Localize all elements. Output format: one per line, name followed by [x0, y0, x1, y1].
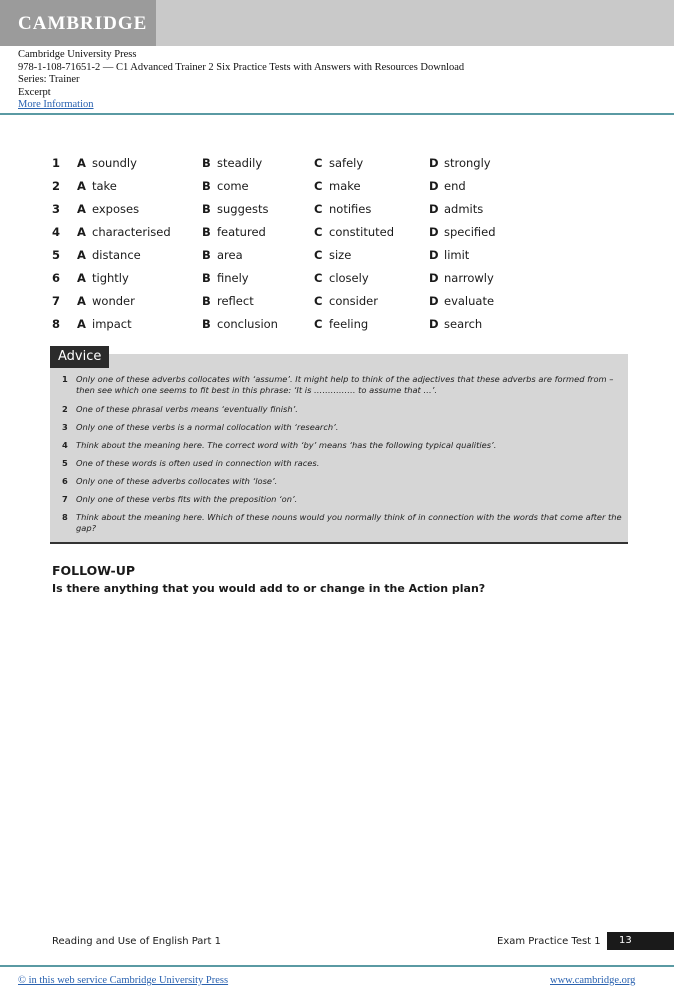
answer-option	[429, 225, 496, 239]
more-information-link[interactable]: More Information	[18, 99, 94, 111]
question-number: 2	[52, 179, 61, 193]
option-word: finely	[217, 271, 249, 285]
answer-option	[429, 179, 466, 193]
option-word: constituted	[329, 225, 395, 239]
option-word: soundly	[92, 156, 137, 170]
option-word: steadily	[217, 156, 263, 170]
option-letter: C	[314, 179, 323, 193]
option-letter: C	[314, 202, 323, 216]
option-word: limit	[444, 248, 470, 262]
option-word: consider	[329, 294, 378, 308]
answer-option	[314, 202, 371, 216]
option-letter: A	[77, 179, 86, 193]
option-letter: B	[202, 294, 211, 308]
advice-box	[50, 354, 628, 544]
option-word: come	[217, 179, 249, 193]
answer-option	[77, 202, 139, 216]
option-letter: C	[314, 225, 323, 239]
option-word: end	[444, 179, 466, 193]
option-letter: D	[429, 294, 439, 308]
advice-item-number: 5	[62, 458, 68, 468]
answer-option	[202, 317, 278, 331]
footer-section-label: Reading and Use of English Part 1	[52, 936, 222, 947]
isbn-title: 978-1-108-71651-2 — C1 Advanced Trainer 2 Six Practice Tests with Answers with Resources Download	[18, 61, 465, 73]
header-divider	[0, 113, 674, 115]
option-word: make	[329, 179, 361, 193]
advice-item-number: 4	[62, 440, 68, 450]
website-link[interactable]: www.cambridge.org	[550, 975, 636, 986]
advice-item	[62, 512, 622, 534]
option-letter: C	[314, 317, 323, 331]
advice-item	[62, 494, 622, 505]
option-letter: A	[77, 317, 86, 331]
answer-option	[429, 202, 483, 216]
answer-option	[77, 317, 132, 331]
option-word: admits	[444, 202, 484, 216]
option-letter: B	[202, 271, 211, 285]
advice-item-text: Only one of these adverbs collocates with ‘assume’. It might help to think of the adjectives that these adverbs are formed from – then see which one seems to fit best in this phrase: ‘It is …………… to assume that …’.	[76, 374, 614, 395]
answer-option	[314, 156, 363, 170]
answer-option	[77, 156, 137, 170]
advice-item	[62, 422, 622, 433]
option-word: tightly	[92, 271, 129, 285]
option-letter: B	[202, 248, 211, 262]
advice-label: Advice	[50, 346, 109, 368]
answer-option	[314, 271, 369, 285]
option-letter: A	[77, 271, 86, 285]
option-letter: C	[314, 156, 323, 170]
copyright-link[interactable]: © in this web service Cambridge University Press	[18, 975, 229, 986]
answer-option	[77, 179, 117, 193]
answer-option	[314, 248, 351, 262]
option-letter: D	[429, 317, 439, 331]
excerpt-label: Excerpt	[18, 86, 51, 98]
option-letter: D	[429, 179, 439, 193]
option-letter: A	[77, 248, 86, 262]
question-number: 6	[52, 271, 61, 285]
answer-option	[202, 179, 249, 193]
option-word: exposes	[92, 202, 140, 216]
advice-item	[62, 374, 622, 396]
answer-option	[202, 225, 266, 239]
question-number: 3	[52, 202, 61, 216]
answer-option	[202, 271, 249, 285]
option-word: area	[217, 248, 243, 262]
option-letter: C	[314, 271, 323, 285]
option-letter: B	[202, 317, 211, 331]
option-letter: D	[429, 271, 439, 285]
answer-option	[77, 248, 141, 262]
option-word: specified	[444, 225, 496, 239]
answer-option	[314, 225, 394, 239]
option-letter: D	[429, 248, 439, 262]
follow-up-title: FOLLOW-UP	[52, 563, 136, 578]
option-word: narrowly	[444, 271, 494, 285]
advice-item-number: 1	[62, 374, 68, 384]
option-word: take	[92, 179, 117, 193]
answer-option	[314, 179, 361, 193]
advice-item-text: One of these words is often used in connection with races.	[76, 458, 320, 468]
option-letter: B	[202, 225, 211, 239]
footer-divider	[0, 965, 674, 967]
option-word: notifies	[329, 202, 372, 216]
option-letter: C	[314, 248, 323, 262]
question-number: 7	[52, 294, 61, 308]
question-number: 4	[52, 225, 61, 239]
answer-option	[314, 294, 378, 308]
answer-option	[429, 271, 494, 285]
option-word: distance	[92, 248, 141, 262]
answer-option	[202, 202, 268, 216]
option-word: safely	[329, 156, 364, 170]
advice-item-number: 2	[62, 404, 68, 414]
publisher: Cambridge University Press	[18, 49, 137, 60]
option-letter: A	[77, 225, 86, 239]
option-word: characterised	[92, 225, 171, 239]
cambridge-logo	[0, 0, 156, 46]
option-word: suggests	[217, 202, 269, 216]
logo-text: CAMBRIDGE	[18, 13, 148, 34]
question-number: 8	[52, 317, 61, 331]
advice-item-text: One of these phrasal verbs means ‘eventually finish’.	[76, 404, 298, 414]
answer-option	[429, 317, 482, 331]
advice-item-number: 6	[62, 476, 68, 486]
option-word: feeling	[329, 317, 369, 331]
series: Series: Trainer	[18, 74, 80, 86]
advice-item	[62, 476, 622, 487]
option-word: reflect	[217, 294, 254, 308]
advice-item-number: 7	[62, 494, 68, 504]
option-word: wonder	[92, 294, 135, 308]
advice-item-text: Think about the meaning here. Which of these nouns would you normally think of in connection with the words that come after the gap?	[76, 512, 622, 533]
option-letter: A	[77, 156, 86, 170]
answer-option	[77, 294, 135, 308]
option-letter: A	[77, 202, 86, 216]
page-number: 13	[607, 932, 674, 950]
advice-item	[62, 404, 622, 415]
advice-item-text: Only one of these verbs fits with the preposition ‘on’.	[76, 494, 298, 504]
follow-up-question: Is there anything that you would add to or change in the Action plan?	[52, 582, 486, 595]
option-word: closely	[329, 271, 369, 285]
option-letter: B	[202, 202, 211, 216]
answer-option	[429, 156, 491, 170]
answer-option	[202, 248, 243, 262]
option-letter: B	[202, 179, 211, 193]
answer-option	[429, 294, 494, 308]
answer-option	[202, 156, 262, 170]
advice-item	[62, 458, 622, 469]
advice-item-number: 3	[62, 422, 68, 432]
advice-item	[62, 440, 622, 451]
question-number: 1	[52, 156, 61, 170]
option-word: impact	[92, 317, 132, 331]
book-metadata	[18, 49, 464, 112]
answer-option	[314, 317, 368, 331]
option-word: strongly	[444, 156, 491, 170]
option-letter: C	[314, 294, 323, 308]
question-number: 5	[52, 248, 61, 262]
option-letter: D	[429, 225, 439, 239]
footer-test-label: Exam Practice Test 1	[497, 936, 601, 947]
advice-item-number: 8	[62, 512, 68, 522]
option-letter: B	[202, 156, 211, 170]
advice-item-text: Only one of these verbs is a normal collocation with ‘research’.	[76, 422, 339, 432]
answer-option	[77, 271, 129, 285]
advice-item-text: Think about the meaning here. The correct word with ‘by’ means ‘has the following typical qualities’.	[76, 440, 497, 450]
option-letter: D	[429, 202, 439, 216]
advice-item-text: Only one of these adverbs collocates with ‘lose’.	[76, 476, 278, 486]
option-word: conclusion	[217, 317, 278, 331]
option-letter: D	[429, 156, 439, 170]
answer-option	[77, 225, 171, 239]
option-word: evaluate	[444, 294, 495, 308]
answer-option	[202, 294, 254, 308]
option-letter: A	[77, 294, 86, 308]
option-word: featured	[217, 225, 266, 239]
option-word: search	[444, 317, 483, 331]
option-word: size	[329, 248, 352, 262]
answer-option	[429, 248, 469, 262]
